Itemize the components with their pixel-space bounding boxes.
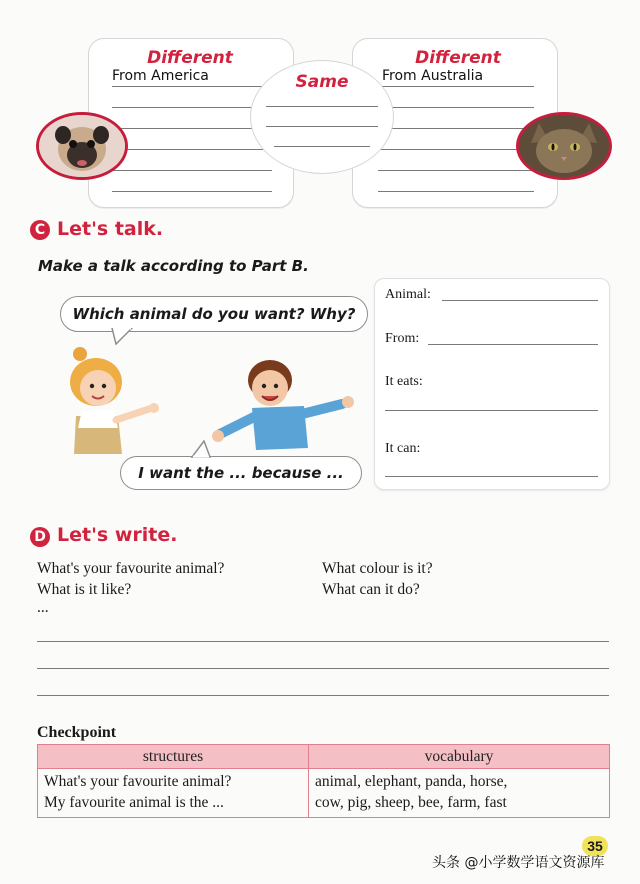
section-d-badge: D	[30, 527, 50, 547]
pug-photo	[36, 112, 128, 180]
left-writing-line[interactable]	[112, 86, 272, 87]
section-c-title: Let's talk.	[57, 218, 164, 240]
vocabulary-line: animal, elephant, panda, horse,	[315, 773, 508, 790]
cat-photo	[516, 112, 612, 180]
prompt-ellipsis: ...	[37, 599, 49, 616]
left-writing-line[interactable]	[112, 149, 272, 150]
animal-label: Animal:	[385, 287, 431, 302]
girl-illustration	[56, 346, 166, 458]
eats-writing-line[interactable]	[385, 410, 598, 411]
right-writing-line[interactable]	[378, 191, 534, 192]
left-writing-line[interactable]	[112, 107, 272, 108]
right-subheading: From Australia	[382, 68, 484, 84]
writing-line[interactable]	[37, 668, 609, 669]
left-writing-line[interactable]	[112, 170, 272, 171]
vocabulary-line: cow, pig, sheep, bee, farm, fast	[315, 794, 507, 811]
right-writing-line[interactable]	[378, 86, 534, 87]
left-heading: Different	[147, 48, 233, 68]
right-writing-line[interactable]	[378, 149, 534, 150]
structure-line: My favourite animal is the ...	[44, 794, 224, 811]
center-heading: Same	[295, 72, 349, 92]
prompt-colour: What colour is it?	[322, 560, 433, 577]
left-writing-line[interactable]	[112, 191, 272, 192]
section-c-badge: C	[30, 220, 50, 240]
right-writing-line[interactable]	[378, 128, 534, 129]
prompt-like: What is it like?	[37, 581, 132, 598]
page-number: 35	[582, 836, 608, 856]
right-writing-line[interactable]	[378, 170, 534, 171]
center-writing-line[interactable]	[274, 146, 370, 147]
center-writing-line[interactable]	[266, 126, 378, 127]
eats-label: It eats:	[385, 374, 423, 389]
question-speech-bubble: Which animal do you want? Why?	[60, 296, 368, 332]
checkpoint-title: Checkpoint	[37, 724, 117, 741]
left-subheading: From America	[112, 68, 209, 84]
right-writing-line[interactable]	[378, 107, 534, 108]
animal-writing-line[interactable]	[442, 300, 598, 301]
from-writing-line[interactable]	[428, 344, 598, 345]
bubble-tail-icon	[110, 328, 134, 346]
prompt-favourite-animal: What's your favourite animal?	[37, 560, 225, 577]
vocabulary-header: vocabulary	[309, 745, 610, 769]
writing-line[interactable]	[37, 641, 609, 642]
checkpoint-table	[37, 744, 610, 818]
can-writing-line[interactable]	[385, 476, 598, 477]
pug-dog-icon	[39, 115, 125, 177]
structures-cell	[38, 769, 309, 818]
section-d-title: Let's write.	[57, 524, 178, 546]
left-writing-line[interactable]	[112, 128, 272, 129]
vocabulary-cell	[309, 769, 610, 818]
section-c-instruction: Make a talk according to Part B.	[38, 257, 309, 275]
can-label: It can:	[385, 441, 421, 456]
answer-speech-bubble: I want the ... because ...	[120, 456, 362, 490]
boy-illustration	[212, 356, 362, 456]
right-heading: Different	[415, 48, 501, 68]
writing-line[interactable]	[37, 695, 609, 696]
bubble-tail-icon	[188, 440, 212, 458]
center-writing-line[interactable]	[266, 106, 378, 107]
watermark-text: 头条 @小学数学语文资源库	[432, 855, 605, 871]
from-label: From:	[385, 331, 420, 346]
cat-icon	[519, 115, 609, 177]
structure-line: What's your favourite animal?	[44, 773, 232, 790]
prompt-can-do: What can it do?	[322, 581, 420, 598]
structures-header: structures	[38, 745, 309, 769]
